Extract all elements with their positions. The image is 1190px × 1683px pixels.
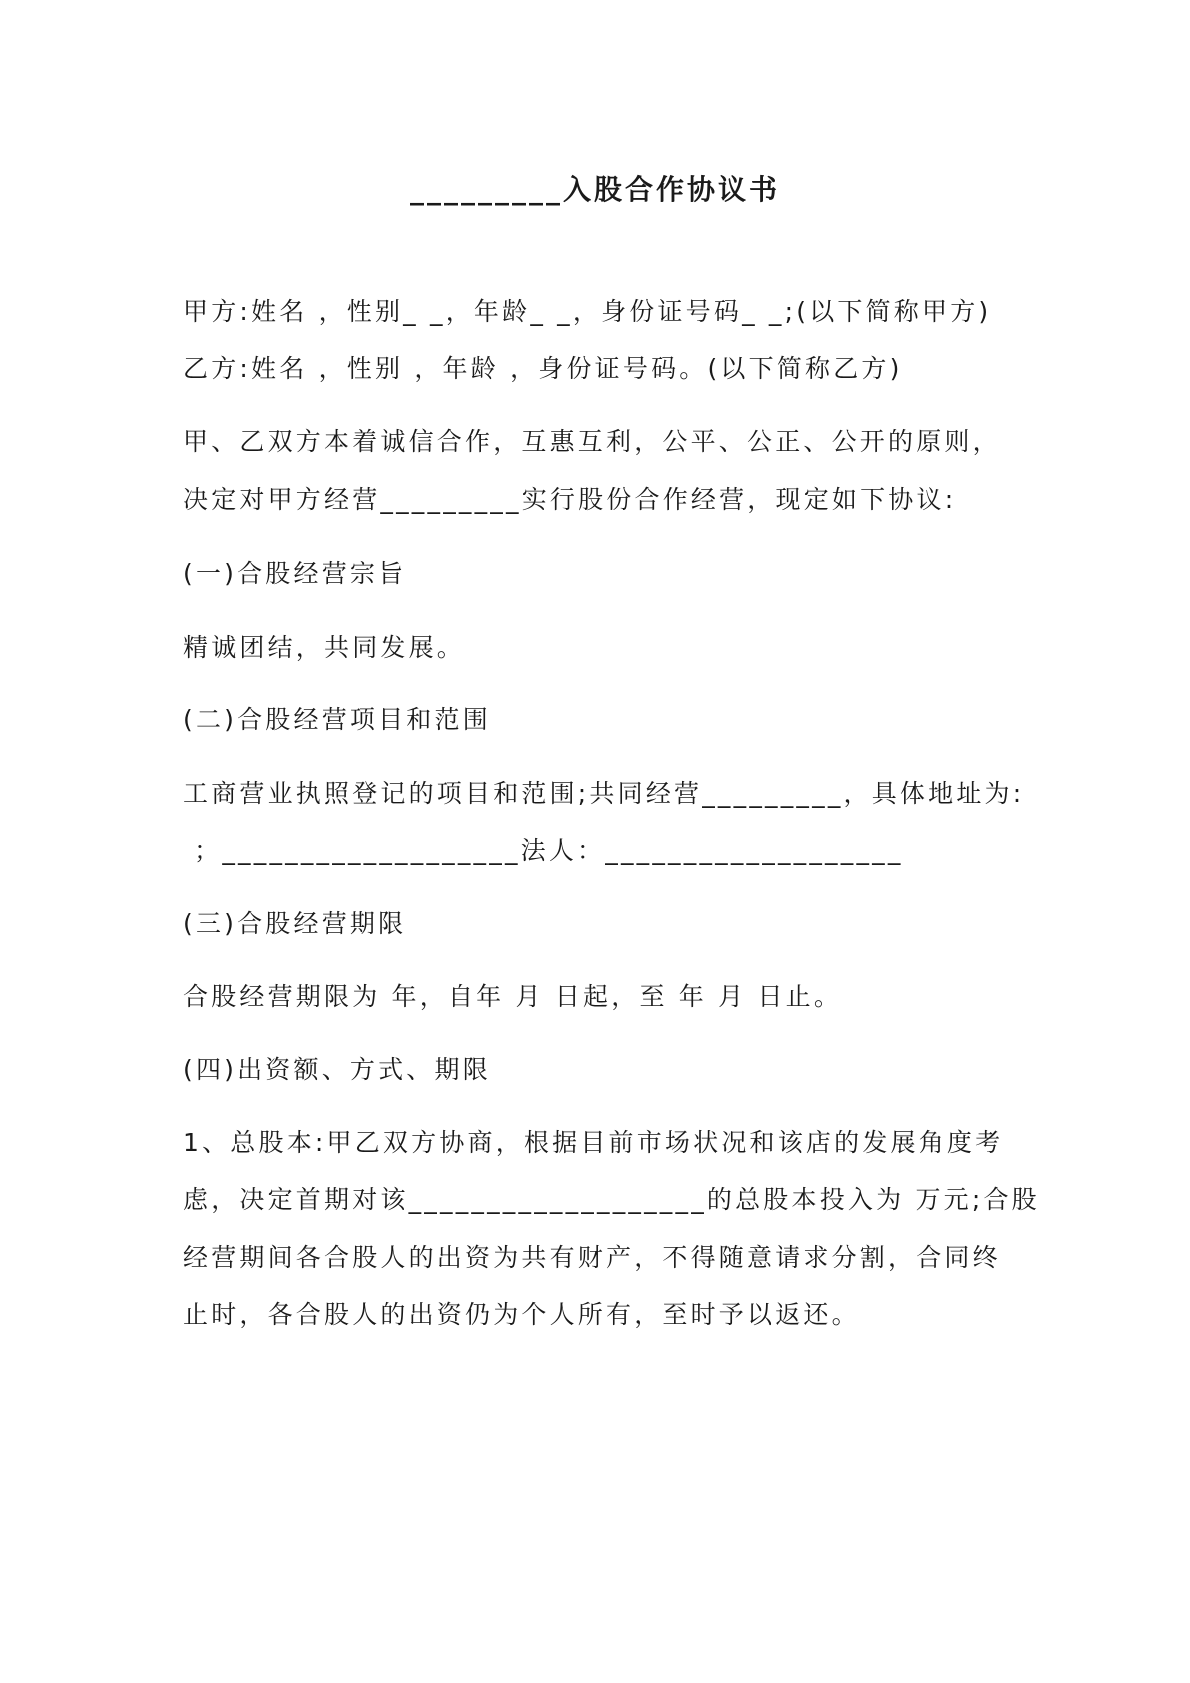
- section-body-2-line-2: ；___________________法人：___________________: [183, 836, 904, 865]
- section-heading-1: (一)合股经营宗旨: [183, 559, 407, 588]
- preamble-line-2: 决定对甲方经营_________实行股份合作经营，现定如下协议:: [183, 485, 957, 514]
- party-b-info: 乙方:姓名 ，性别 ，年龄 ，身份证号码。(以下简称乙方): [183, 354, 903, 383]
- section-body-4-line-4: 止时，各合股人的出资仍为个人所有，至时予以返还。: [183, 1300, 860, 1329]
- section-body-1: 精诚团结，共同发展。: [183, 633, 466, 662]
- section-body-4-line-1: 1、总股本:甲乙双方协商，根据目前市场状况和该店的发展角度考: [183, 1128, 1004, 1157]
- preamble-line-1: 甲、乙双方本着诚信合作，互惠互利，公平、公正、公开的原则，: [183, 427, 1001, 456]
- section-body-3: 合股经营期限为 年，自年 月 日起，至 年 月 日止。: [183, 982, 843, 1011]
- section-body-4-line-3: 经营期间各合股人的出资为共有财产，不得随意请求分割，合同终: [183, 1243, 1001, 1272]
- section-body-4-line-2: 虑，决定首期对该___________________的总股本投入为 万元;合股: [183, 1185, 1040, 1214]
- section-heading-4: (四)出资额、方式、期限: [183, 1055, 491, 1084]
- document-title: _________入股合作协议书: [409, 173, 780, 206]
- party-a-info: 甲方:姓名 ，性别_ _，年龄_ _，身份证号码_ _;(以下简称甲方): [183, 297, 992, 326]
- section-body-2-line-1: 工商营业执照登记的项目和范围;共同经营_________，具体地址为:: [183, 779, 1025, 808]
- section-heading-3: (三)合股经营期限: [183, 909, 407, 938]
- section-heading-2: (二)合股经营项目和范围: [183, 705, 491, 734]
